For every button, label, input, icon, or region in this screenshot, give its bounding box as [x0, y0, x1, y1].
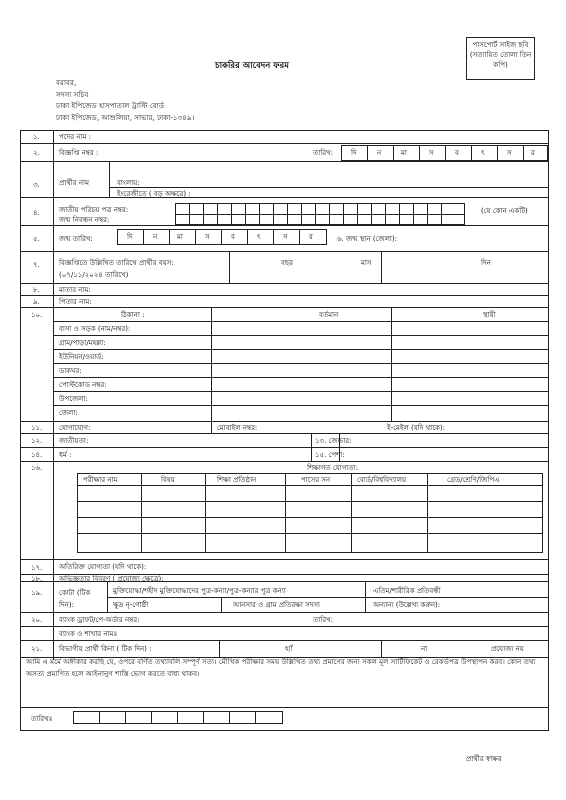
- dob-letter: ৎ: [257, 233, 261, 241]
- profession-label: ১৫. পেশা:: [315, 451, 345, 459]
- email-label: ই-মেইল (যদি থাকে):: [387, 424, 446, 432]
- experience-label: অভিজ্ঞতার বিবরণ ( প্রযোজ্য ক্ষেত্রে):: [59, 575, 164, 583]
- age-date: (০৭/১১/২০২৪ তারিখে): [59, 271, 129, 279]
- addr-field: জেলা:: [59, 409, 78, 417]
- signature-label: প্রার্থীর স্বাক্ষর: [466, 755, 502, 763]
- dob-letter: ন: [153, 233, 158, 241]
- applicant-label: প্রার্থীর নাম: [59, 179, 89, 187]
- father-label: পিতার নাম:: [59, 298, 92, 306]
- date-letter: ৎ: [481, 149, 485, 157]
- edu-col: শিক্ষা প্রতিষ্ঠান: [217, 476, 257, 484]
- na-option[interactable]: প্রযোজ্য নয়: [491, 645, 524, 653]
- address-label: ঠিকানা :: [121, 311, 145, 319]
- photo-box: পাসপোর্ট সাইজ ছবি (সত্যায়িত তোলা তিন কপি): [466, 37, 535, 80]
- date-letter: ব: [455, 149, 459, 157]
- declaration: আমি এ মর্মে অঙ্গীকার করছি যে, ওপরে বর্ণিত তথ্যাবলি সম্পূর্ণ সত্য। মৌখিক পরীক্ষার সময় উল্লিখিত তথ্য প্রমাণের জন্য সকল মূল সার্টিফিকেট ও রেকর্ডপত্র উপস্থাপন করব। কোন তথ্য অসত্য প্রমাণিত হলে আইনানুগ শাস্তি ভোগ করতে বাধ্য থাকব।: [26, 657, 536, 678]
- edu-col: গ্রেড/শ্রেণি/জিপিএ: [447, 476, 500, 484]
- row-number: ২০.: [31, 616, 43, 624]
- addressee: [56, 77, 194, 123]
- birthreg-label: জন্ম নিবন্ধন নম্বর:: [59, 216, 110, 224]
- pob-label: ৬. জন্ম স্থান (জেলা):: [337, 235, 398, 243]
- religion-label: ধর্ম :: [59, 451, 72, 459]
- row-number: ২.: [33, 149, 40, 157]
- addr-line: বরাবর,: [56, 78, 77, 87]
- row-number: ৯.: [33, 298, 40, 306]
- nid-note: (যে কোন একটি): [481, 207, 528, 215]
- bangla-label: বাংলায়:: [117, 179, 140, 187]
- dob-letter: দি: [127, 233, 133, 241]
- form-title: চাকরির আবেদন ফরম: [215, 61, 289, 71]
- date-letter: র: [531, 149, 535, 157]
- addr-line: ঢাকা ইপিজেড, আশুলিয়া, সাভার, ঢাকা-১৩৪৯।: [56, 112, 195, 122]
- quota-option[interactable]: আনসার ও গ্রাম প্রতিরক্ষা সদস্য: [233, 601, 321, 609]
- date-label: তারিখ:: [313, 149, 334, 157]
- row-number: ৮.: [33, 286, 40, 294]
- row-number: ১১.: [31, 424, 43, 432]
- row-number: ১৬.: [31, 464, 43, 472]
- date-letter: স: [429, 149, 434, 157]
- present-label: বর্তমান: [319, 311, 339, 319]
- year-label: বছর: [281, 259, 293, 267]
- footer-date-boxes[interactable]: [73, 711, 283, 724]
- day-label: দিন: [481, 259, 491, 267]
- addr-field: গ্রাম/পাড়া/মহল্লা:: [59, 339, 106, 347]
- edu-col: পরীক্ষার নাম: [83, 476, 118, 484]
- addr-field: ডাকঘর:: [59, 367, 82, 375]
- date-letter: দি: [351, 149, 357, 157]
- dob-letter: স: [205, 233, 210, 241]
- addr-field: ইউনিয়ন/ওয়ার্ড:: [59, 353, 104, 361]
- row-number: ৭.: [33, 261, 40, 269]
- age-label: বিজ্ঞপ্তিতে উল্লিখিত তারিখে প্রার্থীর বয়স:: [59, 259, 174, 267]
- extra-qual-label: অতিরিক্ত যোগ্যতা (যদি থাকে):: [59, 563, 147, 571]
- row-number: ৩.: [33, 181, 40, 189]
- row-number: ১৮.: [31, 575, 43, 583]
- footer-date-label: তারিখঃ: [31, 715, 53, 723]
- row-number: ১৭.: [31, 564, 43, 572]
- addr-field: পোস্টকোড নম্বর:: [59, 381, 107, 389]
- permanent-label: স্থায়ী: [483, 311, 496, 319]
- dob-letter: র: [309, 233, 313, 241]
- bank-draft-label: ব্যাংক ড্রাফট/পে-অর্ডার নম্বর:: [59, 616, 140, 624]
- quota-option[interactable]: এতিম/শারীরিক প্রতিবন্ধী: [373, 587, 441, 595]
- date-letter: মা: [401, 149, 407, 157]
- bank-branch-label: ব্যাংক ও শাখার নামঃ: [59, 630, 118, 638]
- bank-date-label: তারিখ:: [313, 616, 334, 624]
- row-number: ৫.: [33, 235, 40, 243]
- dob-letter: ব: [231, 233, 235, 241]
- dob-label: জন্ম তারিখ:: [59, 235, 93, 243]
- edu-col: পাসের সন: [301, 476, 331, 484]
- nid-label: জাতীয় পরিচয় পত্র নম্বর:: [59, 206, 129, 214]
- edu-col: বোর্ড/বিশ্ববিদ্যালয়: [357, 476, 407, 484]
- addr-line: সদস্য সচিব: [56, 89, 89, 99]
- application-form: [20, 130, 549, 731]
- nationality-label: জাতীয়তা:: [59, 437, 89, 445]
- month-label: মাস: [361, 259, 372, 267]
- dob-boxes[interactable]: [117, 229, 327, 245]
- yes-option[interactable]: হ্যাঁ: [285, 645, 293, 653]
- quota-option[interactable]: ক্ষুদ্র নৃ-গোষ্ঠী: [113, 601, 149, 609]
- ad-no-label: বিজ্ঞপ্তি নম্বর :: [59, 149, 99, 157]
- mother-label: মাতার নাম:: [59, 286, 91, 294]
- row-number: ১৪.: [31, 451, 43, 459]
- departmental-label: বিভাগীয় প্রার্থী কিনা ( টিক দিন) :: [59, 645, 152, 653]
- dob-letter: স: [283, 233, 288, 241]
- edu-col: বিষয়: [161, 476, 175, 484]
- quota-option[interactable]: মুক্তিযোদ্ধা/শহীদ মুক্তিযোদ্ধাদের পুত্র-কন্যা/পুত্র-কন্যার পুত্র কন্যা: [113, 587, 286, 595]
- quota-label: কোটা (টিক দিন):: [59, 589, 91, 609]
- post-label: পদের নাম :: [59, 133, 91, 141]
- row-number: ২১.: [31, 645, 43, 653]
- english-label: ইংরেজীতে ( বড় অক্ষরে) :: [117, 190, 191, 198]
- date-letter: ন: [377, 149, 382, 157]
- row-number: ১.: [33, 133, 40, 141]
- row-number: ১২.: [31, 437, 43, 445]
- row-number: ৪.: [33, 209, 40, 217]
- contact-label: যোগাযোগ:: [59, 424, 91, 432]
- mobile-label: মোবাইল নম্বর:: [217, 424, 258, 432]
- addr-line: ঢাকা ইপিজেড হাসপাতাল ট্রাস্টি বোর্ড: [56, 101, 165, 110]
- dob-letter: মা: [177, 233, 183, 241]
- date-letter: স: [507, 149, 512, 157]
- quota-option[interactable]: অন্যান্য (উল্লেখ্য করুন):: [373, 601, 441, 609]
- gender-label: ১৩. জেন্ডার:: [315, 437, 352, 445]
- row-number: ১৯.: [31, 589, 43, 597]
- edu-label: শিক্ষাগত যোগ্যতা:: [307, 464, 359, 472]
- no-option[interactable]: না: [421, 645, 428, 653]
- row-number: ১০.: [31, 311, 43, 319]
- addr-field: বাসা ও সড়ক (নাম/নম্বর):: [59, 325, 131, 333]
- addr-field: উপজেলা:: [59, 395, 88, 403]
